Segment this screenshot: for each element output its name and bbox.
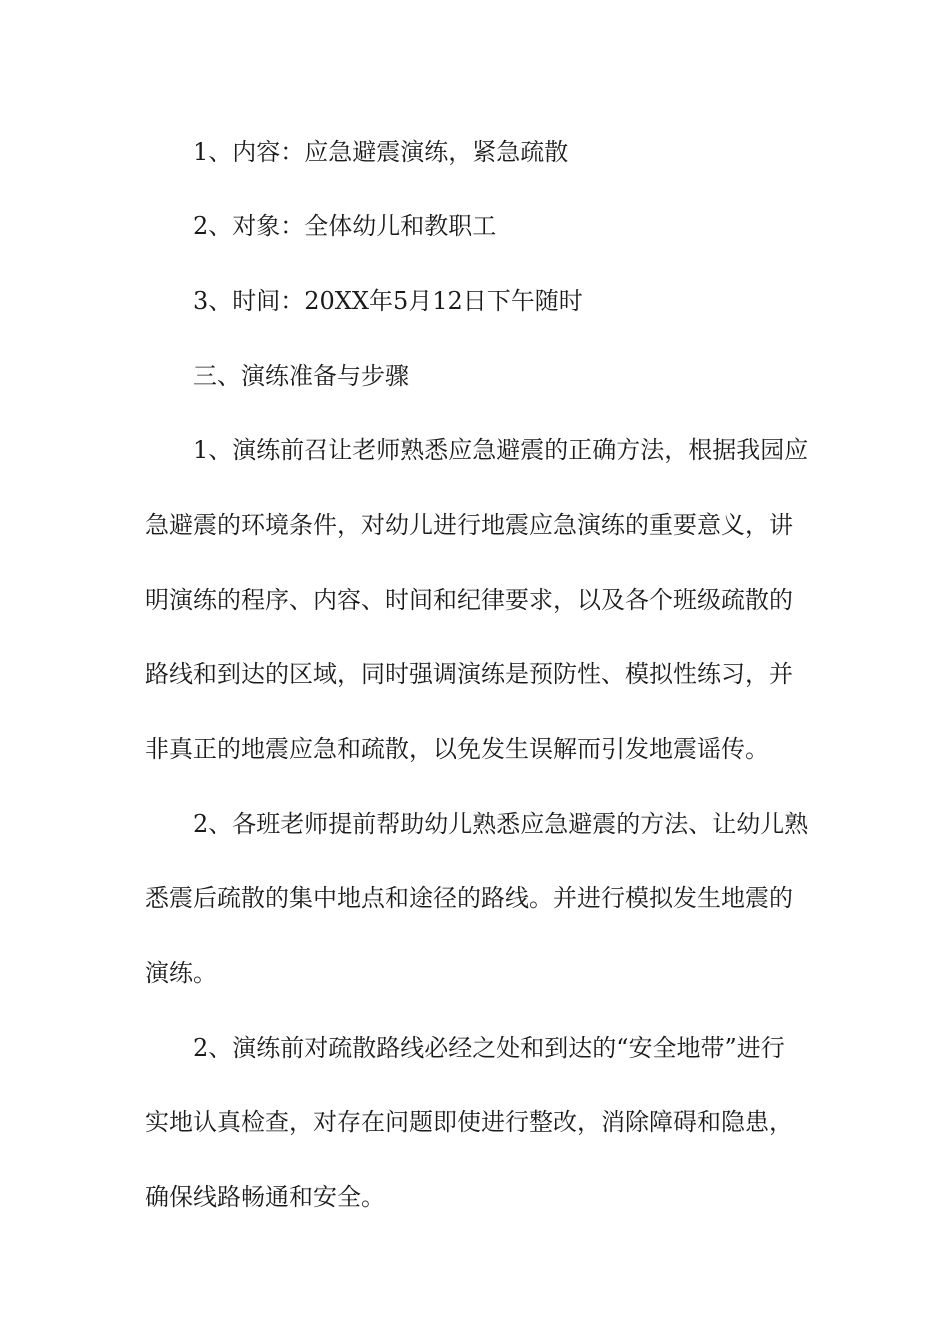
audience-line: 2、对象：全体幼儿和教职工 — [193, 212, 497, 240]
paragraph-line: 确保线路畅通和安全。 — [145, 1183, 385, 1211]
paragraph-line: 演练。 — [145, 959, 217, 987]
paragraph-line: 1、演练前召让老师熟悉应急避震的正确方法，根据我园应 — [193, 436, 809, 464]
paragraph-line: 急避震的环境条件，对幼儿进行地震应急演练的重要意义，讲 — [145, 511, 793, 539]
paragraph-line: 2、演练前对疏散路线必经之处和到达的“安全地带”进行 — [193, 1034, 785, 1062]
content-line: 1、内容：应急避震演练，紧急疏散 — [193, 138, 569, 166]
paragraph-line: 悉震后疏散的集中地点和途径的路线。并进行模拟发生地震的 — [145, 884, 793, 912]
paragraph-line: 2、各班老师提前帮助幼儿熟悉应急避震的方法、让幼儿熟 — [193, 810, 809, 838]
section-heading: 三、演练准备与步骤 — [193, 362, 409, 390]
paragraph-line: 明演练的程序、内容、时间和纪律要求，以及各个班级疏散的 — [145, 586, 793, 614]
paragraph-line: 路线和到达的区域，同时强调演练是预防性、模拟性练习，并 — [145, 660, 793, 688]
time-line: 3、时间：20XX年5月12日下午随时 — [193, 287, 583, 315]
paragraph-line: 实地认真检查，对存在问题即使进行整改，消除障碍和隐患， — [145, 1108, 793, 1136]
paragraph-line: 非真正的地震应急和疏散，以免发生误解而引发地震谣传。 — [145, 735, 769, 763]
